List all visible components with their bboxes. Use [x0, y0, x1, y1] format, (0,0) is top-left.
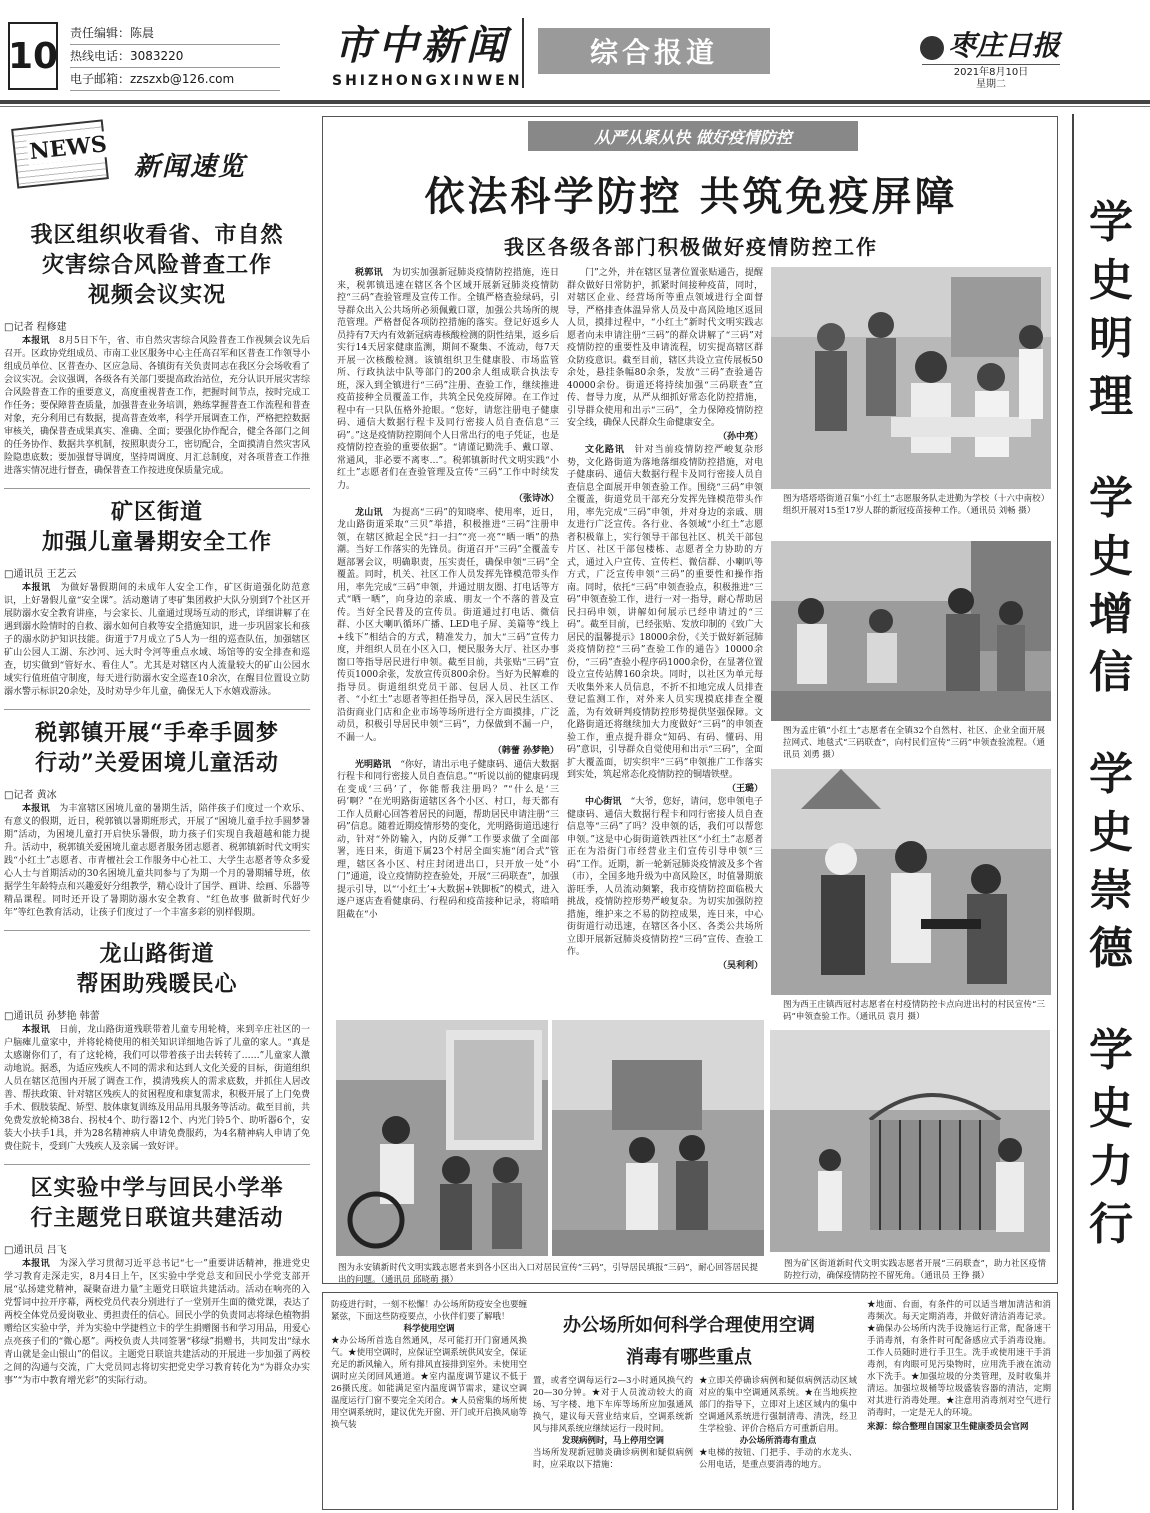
story-byline: □记者 黄冰 [4, 790, 57, 801]
logo-text: 枣庄日报 [948, 29, 1061, 62]
brief-story [4, 497, 310, 699]
community-gate-photo [336, 1020, 548, 1256]
article-signature: （王璐） [726, 783, 763, 794]
editor-info [70, 22, 280, 91]
masthead-title: 市中新闻 [334, 22, 510, 69]
box-text: ★电梯的按钮、门把手、手动的水龙头、公用电话，是重点要消毒的地方。 [699, 1448, 857, 1470]
feature-subhead: 我区各级各部门积极做好疫情防控工作 [504, 235, 878, 259]
slogan-char: 崇 [1089, 865, 1133, 916]
story-divider [4, 1164, 310, 1165]
slogan-2 [1074, 470, 1148, 702]
gate-checkpoint-photo-image [770, 1030, 1050, 1252]
box-text: ★办公场所首选自然通风，尽可能打开门窗通风换气。★使用空调时，应保证空调系统供风安全，保证充足的新风输入，所有排风直接排到室外。未使用空调时应关闭回风通道。★室内温度调节建议不低于26摄氏度。如能满足室内温度调节需求，建议空调温度运行门窗不要完全关闭合。★人员密集的场所使用空调系统时，建议优先开窗、开门或开启换风扇等换气装 [331, 1336, 527, 1430]
article-paragraph: 文化路讯 针对当前疫情防控严峻复杂形势，文化路街道为落地落细疫情防控措施，对电子健康码、通信大数据行程卡及同行密接人员自查信息全面展开申领查验工作。围绕“三码”申领全覆盖，街道党员干部充分发挥先锋模范带头作用，率先完成“三码”申领，并对身边的亲戚、朋友进行广泛宣传。各行业、各领域“小红土”志愿者积极靠上，实行领导干部包社区、机关干部包片区、社区干部包楼栋、志愿者全力协助的方式，通过入户宣传、宣传栏、微信群、小喇叭等方式，广泛宣传申领“三码”的重要性和操作指南。同时，依托“三码”申领查验点，积极推进“三码”申领查验工作，进行一对一指导，耐心帮助居民扫码申领，讲解如何展示已经申请过的“三码”。截至目前，已经张贴、发放印制的《致广大居民的温馨提示》18000余份，《关于做好新冠肺炎疫情防控“三码”查验工作的通告》10000余份，“三码”查验小程序码1000余份，在显著位置设立宣传站牌160余块。同时，以社区为单元每天收集外来人员信息，不折不扣地完成人员排查登记监测工作，对外来人员实现摸底排查全覆盖，为有效研判疫情防控形势提供坚强保障。文化路街道还将继续加大力度做好“三码”的申领查验工作，重点提升群众“知码、有码、懂码、用码”意识，引导群众自觉使用和出示“三码”，全面扩大覆盖面，切实织牢“三码”申领推广工作落实到实处，筑起常态化疫情防控的铜墙铁壁。 [567, 445, 763, 780]
slogan-char: 力 [1089, 1141, 1133, 1192]
brief-story [4, 220, 310, 478]
story-body: 本报讯 为丰富辖区困境儿童的暑期生活，陪伴孩子们度过一个欢乐、有意义的假期，近日，税郭镇以暑期班形式，开展了“困境儿童手拉手圆梦暑期”活动，为困境儿童打开启快乐暑假，助力孩子们实现自我超越和能力提升。活动中，税郭镇关爱困境儿童志愿者服务团志愿者、税郭镇新时代文明实践“小红土”志愿者、市青檀社会工作服务中心社工、大学生志愿者等众多爱心人士与首期活动的30名困境儿童共同参与了为期一个月的暑期辅导班，依据学生年龄特点和兴趣爱好分组教学，精心设计了国学、画讲、绘画、乐器等精品课程。同时还开设了暑期防溺水安全教育、“红色故事 做新时代好少年”等红色教育活动，让孩子们度过了一个丰富多彩的别样假期。 [4, 804, 310, 918]
story-headline: 矿区街道 加强儿童暑期安全工作 [41, 499, 272, 555]
slogan-3 [1074, 746, 1148, 978]
photo-caption: 图为塔塔塔街道召集“小红土”志愿服务队走进勤为学校（十六中南校）组织开展对15至17岁人群的新冠疫苗接种工作。（通讯员 刘畅 摄） [783, 494, 1045, 516]
box-title-line2: 消毒有哪些重点 [626, 1347, 752, 1368]
slogan-4 [1074, 1022, 1148, 1254]
box-column-3 [699, 1375, 857, 1505]
slogan-1 [1074, 194, 1148, 426]
slogan-char: 增 [1089, 589, 1133, 640]
story-headline: 税郭镇开展“手牵手圆梦 行动”关爱困境儿童活动 [35, 720, 279, 776]
checkpoint-photo [771, 769, 1051, 995]
story-byline: □记者 程修建 [4, 322, 67, 333]
article-signature: （孙中亮） [717, 431, 763, 442]
vaccination-photo [771, 267, 1051, 489]
article-column-2 [567, 267, 763, 1015]
slogan-char: 明 [1089, 313, 1133, 364]
photo-caption: 图为矿区街道新时代文明实践志愿者开展“三码联查”，助力社区疫情防控行动，确保疫情防控不留死角。（通讯员 王铮 摄） [784, 1259, 1046, 1281]
story-body: 本报讯 为做好暑假期间的未成年人安全工作，矿区街道强化防范意识，上好暑假儿童“安全课”。活动邀请了枣矿集团救护大队分别到7个社区开展防溺水安全教育讲座，与会家长、儿童通过现场互动的形式，详细讲解了在遇到溺水险情时的自救、溺水如何自救等安全措施知识，进一步巩固家长和孩子的溺水防护知识技能。街道于7月成立了5人为一组的巡查队伍，加强辖区矿山公园人工湖、东沙河、远大时令河等重点水域、场馆等的安全排查和巡查，切实做到“管好水、看住人”。尤其是对辖区内人流量较大的矿山公园水域实行值班值守制度，每天进行防溺水安全巡查10余次，在醒目位置设立防溺水警示标识20余处，及时劝导少年儿童，确保无人下水嬉戏游泳。 [4, 583, 310, 697]
box-text: 当场所发现新冠肺炎确诊病例和疑似病例时，应采取以下措施： [533, 1448, 693, 1470]
page-header [0, 0, 1150, 100]
header-rule [0, 100, 1150, 104]
village-photo-image [771, 541, 1051, 721]
slogan-char: 理 [1089, 371, 1133, 422]
photo-caption: 图为孟庄镇“小红土”志愿者在全镇32个自然村、社区、企业全面开展拉网式、地毯式“三码联查”，向村民们宣传“三码”申领查验流程。（通讯员 刘勇 摄） [783, 726, 1045, 760]
box-column-1 [331, 1299, 527, 1505]
slogan-char: 学 [1089, 197, 1133, 248]
section-title: 综合报道 [538, 28, 770, 74]
masthead-pinyin: SHIZHONGXINWEN [332, 73, 523, 89]
community-gate-photo-image [336, 1020, 548, 1256]
story-divider [4, 488, 310, 489]
box-column-4 [867, 1299, 1051, 1505]
checkpoint-photo-image [771, 769, 1051, 995]
article-signature: （韩蕾 孙梦艳） [492, 746, 559, 756]
street-scene-photo-image [552, 1020, 764, 1256]
slogan-char: 信 [1089, 647, 1133, 698]
slogan-char: 学 [1089, 473, 1133, 524]
slogan-char: 德 [1089, 923, 1133, 974]
hotline-line: 热线电话：3083220 [70, 45, 280, 68]
vaccination-photo-image [771, 267, 1051, 489]
slogan-char: 史 [1089, 531, 1133, 582]
issue-weekday: 星期二 [976, 79, 1006, 90]
village-photo [771, 541, 1051, 721]
news-brief-logo [4, 114, 310, 200]
photo-caption: 图为永安镇新时代文明实践志愿者来到各小区出入口对居民宣传“三码”，引导居民填报“三码”，耐心回答居民提出的问题。（通讯员 邱晓萌 摄） [338, 1263, 758, 1285]
street-scene-photo [552, 1020, 764, 1256]
box-subhead: 办公场所消毒有重点 [739, 1436, 817, 1446]
story-body: 本报讯 8月5日下午，省、市自然灾害综合风险普查工作视频会议先后召开。区政协党组成员、市南工业区服务中心主任高召军和区普查工作领导小组成员单位、区普查办、区应急局、各镇街有关负责同志在我区分会场收看了会议实况。会议强调，各级各有关部门要提高政治站位，充分认识开展灾害综合风险普查工作的重要意义，高度重视普查工作，把握时间节点，按时完成工作任务；要保障普查质量，加强普查业务培训，熟练掌握普查工作流程和普查对象，充分利用已有数据，提高普查效率，科学开展调查工作，严格把控数据审核关，确保普查成果真实、准确、全面；要强化协作配合，健全各部门之间的任务协作、数据共享机制，按照职责分工，密切配合，全面摸清自然灾害风险隐患底数；要加强督导调度，坚持周调度、月汇总制度，对各项普查工作推进落实情况进行督查，确保普查工作按进度保质量完成。 [4, 336, 310, 476]
feature-kicker: 从严从紧从快 做好疫情防控 [528, 121, 858, 151]
slogan-char: 行 [1089, 1199, 1133, 1250]
email-line: 电子邮箱：zzszxb@126.com [70, 68, 280, 91]
page-number: 10 [8, 22, 58, 90]
article-paragraph: 光明路讯 “你好，请出示电子健康码、通信大数据行程卡和同行密接人员自查信息。”“听说以前的健康码现在变成‘三码’了，你能帮我注册吗？”“什么是‘三码’啊？”在光明路街道辖区各个小区、村口，每天都有工作人员耐心回答着居民的问题，帮助居民申请注册“三码”信息。随着近期疫情形势的变化，光明路街道迅速行动，针对“外防输入，内防反弹”工作要求做了全面部署，连日来，街道下属23个村居全面实施“闭合式”管理，辖区各小区、村庄封闭进出口，只开放一处“小门”通道，设立疫情防控查验处，开展“三码联查”，加强提示引导，以“‘小红土’+大数据+铁脚板”的模式，进入逐户逐店查看健康码、行程码和疫苗接种记录，将暗哨阻截在“小 [337, 759, 559, 920]
story-byline: □通讯员 王艺云 [4, 569, 77, 580]
slogan-char: 学 [1089, 1025, 1133, 1076]
story-byline: □通讯员 孙梦艳 韩蕾 [4, 1011, 100, 1022]
story-divider [4, 709, 310, 710]
box-text: ★立即关停确诊病例和疑似病例活动区域对应的集中空调通风系统。★在当地疾控部门的指导下，立即对上述区域内的集中空调通风系统进行强制清毒、清洗，经卫生学检验、评价合格后方可重新启用。 [699, 1376, 857, 1434]
slogan-char: 史 [1089, 807, 1133, 858]
header-rule-thin [0, 106, 1150, 107]
story-body: 本报讯 日前，龙山路街道残联带着儿童专用轮椅，来到辛庄社区的一户脑瘫儿童家中，并将轮椅使用的相关知识详细地告诉了儿童的家人。“真是太感谢你们了，有了这轮椅，我们可以带着孩子出去转转了……”儿童家人激动地说。据悉，为适应残疾人不同的需求和达到人文化关爱的目标，街道组织人员在辖区范围内开展了调查工作，摸清残疾人的需求底数，并抓住人居改善、帮扶政策、针对辖区残疾人的贫困程度和康复需求，积极开展了上门免费手术、假肢装配、矫型、肢体康复训练及用品用具服务等活动。截至目前，共免费发放轮椅38台、拐杖4个、助行器12个、内光门铃5个、助听器6个，安装大小扶手1具，并为28名精神病人申请免费服药，为4名精神病人申请了免费住院卡，受到广大残疾人及亲属一致好评。 [4, 1025, 310, 1152]
box-text: ★地面、台面，有条件的可以适当增加清洁和消毒频次。每天定期消毒，并做好清洁消毒记录。★确保办公场所内洗手设施运行正常，配备速干手消毒剂，有条件时可配备感应式手消毒设施。工作人员随时进行手卫生。洗手或使用速干手消毒剂，有肉眼可见污染物时，应用洗手液在流动水下洗手。★加强垃圾的分类管理，及时收集并清运。加强垃圾桶等垃圾盛装容器的清洁，定期对其进行消毒处理。★注意用消毒剂对空气进行消毒时，一定是无人的环境。 [867, 1300, 1051, 1418]
article-signature: （张诗冰） [513, 494, 559, 504]
story-divider [4, 930, 310, 931]
newspaper-icon [11, 119, 109, 188]
article-paragraph: 门”之外，并在辖区显著位置张贴通告，提醒群众做好日常防护，抓紧时间接种疫苗，同时，对辖区企业、经营场所等重点领域进行全面督导，严格排查体温异常人员及中高风险地区返回人员，摸排过程中，“小红土”新时代文明实践志愿者向未申请注册“三码”的群众讲解了“三码”对疫情防控的重要性及申请流程，切实提高辖区群众防疫意识。截至目前，辖区共设立宣传展板50余处，悬挂条幅80余条，发放“三码”查验通告40000余份。街道还将持续加强“三码联查”宣传、督导力度，从严从细抓好常态化防控措施，引导群众使用和出示“三码”，全力保障疫情防控安全线，确保人民群众生命健康安全。 [567, 268, 763, 428]
brief-story [4, 718, 310, 920]
slogan-char: 史 [1089, 255, 1133, 306]
box-subhead: 发现病例时，马上停用空调 [561, 1436, 664, 1446]
box-subhead: 科学使用空调 [403, 1324, 455, 1334]
box-source: 来源：综合整理自国家卫生健康委员会官网 [867, 1422, 1029, 1432]
story-headline: 我区组织收看省、市自然 灾害综合风险普查工作 视频会议实况 [30, 222, 284, 308]
box-title-line1: 办公场所如何科学合理使用空调 [563, 1315, 815, 1336]
article-column-1 [337, 267, 559, 967]
story-headline: 龙山路街道 帮困助残暖民心 [76, 941, 238, 997]
feature-section [322, 116, 1058, 1510]
story-body: 本报讯 为深入学习贯彻习近平总书记“七一”重要讲话精神，推进党史学习教育走深走实，8月4日上午，区实验中学党总支和回民小学党支部开展“弘扬建党精神，凝聚奋进力量”主题党日联谊共建活动。活动在响亮的入党誓词中拉开序幕，两校党员代表分别进行了一堂别开生面的微党课，表达了两校全体党员爱岗敬业、勇担责任的信心。回民小学的负责同志将绿色植物捐赠给区实验中学，并为实验中学捷档立卡的学生捐赠图书和学习用品，用爱心点亮孩子们的“微心愿”。两校负责人共同签署“移绿”捐赠书，共同发出“绿水青山就是金山银山”的倡议。主题党日联谊共建活动的开展进一步加强了两校之间的沟通与交流，广大党员同志将切实把党史学习教育转化为“为群众办实事”“为市中教育增光彩”的实际行动。 [4, 1259, 310, 1386]
masthead [332, 14, 523, 89]
brief-story [4, 939, 310, 1154]
news-brief-column [4, 114, 310, 1510]
newspaper-logo [920, 24, 1060, 64]
gate-checkpoint-photo [770, 1030, 1050, 1252]
box-intro: 防疫进行时，一刻不松懈！办公场所防疫安全也要缠紧弦，下面这些防疫要点，小伙伴们要了解哦！ [331, 1300, 527, 1322]
article-signature: （吴利利） [717, 960, 763, 971]
box-column-2 [533, 1375, 693, 1505]
story-byline: □通讯员 吕飞 [4, 1245, 67, 1256]
issue-date: 2021年8月10日 [953, 67, 1029, 78]
photo-caption: 图为西王庄镇西冠村志愿者在村疫情防控卡点向进出村的村民宣传“三码”申领查验工作。（通讯员 袁月 摄） [783, 1000, 1045, 1022]
slogan-char: 学 [1089, 749, 1133, 800]
dateline [922, 64, 1060, 91]
editor-line: 责任编辑：陈晨 [70, 22, 280, 45]
story-headline: 区实验中学与回民小学举 行主题党日联谊共建活动 [30, 1175, 284, 1231]
logo-mark-icon [920, 36, 944, 60]
office-aircon-box [322, 1292, 1058, 1510]
feature-headline: 依法科学防控 共筑免疫屏障 [424, 174, 958, 220]
article-paragraph: 税郭讯 为切实加强新冠肺炎疫情防控措施，连日来，税郭镇迅速在辖区各个区域开展新冠肺炎疫情防控“三码”查验管理及宣传工作。全镇严格查验绿码，引导群众出入公共场所必须佩戴口罩，加强公共场所的规范管理。严格督促各项防控措施的落实。登记好返乡人员持有7天内有效新冠病毒核酸检测的阴性结果，返乡后实行14天居家健康监测，期间不聚集、不流动，每7天开展一次核酸检测。该镇组织卫生健康股、市场监管所、行政执法中队等部门的200余人组成联合执法专班，深入到全镇进行“三码”注册、查验工作，继续推进疫苗接种全员覆盖工作，共筑全民免疫屏障。在工作过程中有一只队伍格外抢眼。“您好，请您注册电子健康码、通信大数据行程卡及同行密接人员自查信息“三码”。”这是疫情防控期间个人日常出行的电子凭证，也是疫情防控查验的重要依据”。“请谨记勤洗手、戴口罩、常通风，非必要不离枣…”。税郭镇新时代文明实践“小红土”志愿者们在查验管理及宣传“三码”工作中时续发力。 [337, 268, 559, 491]
slogan-char: 史 [1089, 1083, 1133, 1134]
news-badge: NEWS [28, 131, 109, 166]
brief-story [4, 1173, 310, 1388]
article-paragraph: 龙山讯 为提高“三码”的知晓率、使用率，近日，龙山路街道采取“三贝”举措，积极推进“三码”注册申领，在辖区掀起全民“扫一扫”“亮一亮”“晒一晒”的热潮。当好工作落实的先锋员。街道召开“三码”全覆盖专题部署会议，明确职责，压实责任，确保申领“三码”全覆盖。同时，机关、社区工作人员发挥先锋模范带头作用，率先完成“三码”申领，并通过朋友圈、打电话等方式“晒一晒”，向身边的亲戚、朋友一个不落的普及宣传。当好全民普及的宣传员。街道通过打电话、微信群、小区大喇叭循环广播、LED电子屏、美篇等“线上+线下”相结合的方式，精准发力，加大“三码”宣传力度，并组织人员在小区入口，便民服务大厅、社区办事窗口等指导居民进行申领。截至目前，共张贴“三码”宣传页1000余张，发放宣传页800余份。当好为民解难的指导员。街道组织党员干部、包居人员、社区工作者、“小红土”志愿者等担任指导员，深入居民生活区、沿街商业门店和企业市场等场所进行全方面摸排，广泛动员，积极引导居民申领“三码”，力保做到不漏一户，不漏一人。 [337, 507, 559, 743]
header-divider [522, 18, 524, 88]
slogan-column [1072, 114, 1148, 1510]
box-text: 置，或者空调每运行2—3小时通风换气约20—30分钟。★对于人员流动较大的商场、写字楼、地下车库等场所应加强通风换气，建议每天营业结束后，空调系统新风与排风系统应继续运行一段时间。 [533, 1376, 693, 1434]
article-paragraph: 中心街讯 “大爷，您好，请问，您申领电子健康码、通信大数据行程卡和同行密接人员自查信息等“三码”了吗？没申领的话，我们可以帮您申领。”这是中心街街道铁西社区“小红土”志愿者正在为沿街门市经营业主们宣传引导申领“三码”工作。近期，新一轮新冠肺炎疫情波及多个省（市），全国多地升级为中高风险区，时值暑期旅游旺季，人员流动频繁，我市疫情防控面临极大挑战，疫情防控形势严峻复杂。为切实加强防控措施，维护来之不易的防控成果，连日来，中心街街道行动迅速，在辖区各小区、各类公共场所立即开展新冠肺炎疫情防控“三码”宣传、查验工作。 [567, 797, 763, 957]
news-brief-title: 新闻速览 [134, 152, 247, 182]
